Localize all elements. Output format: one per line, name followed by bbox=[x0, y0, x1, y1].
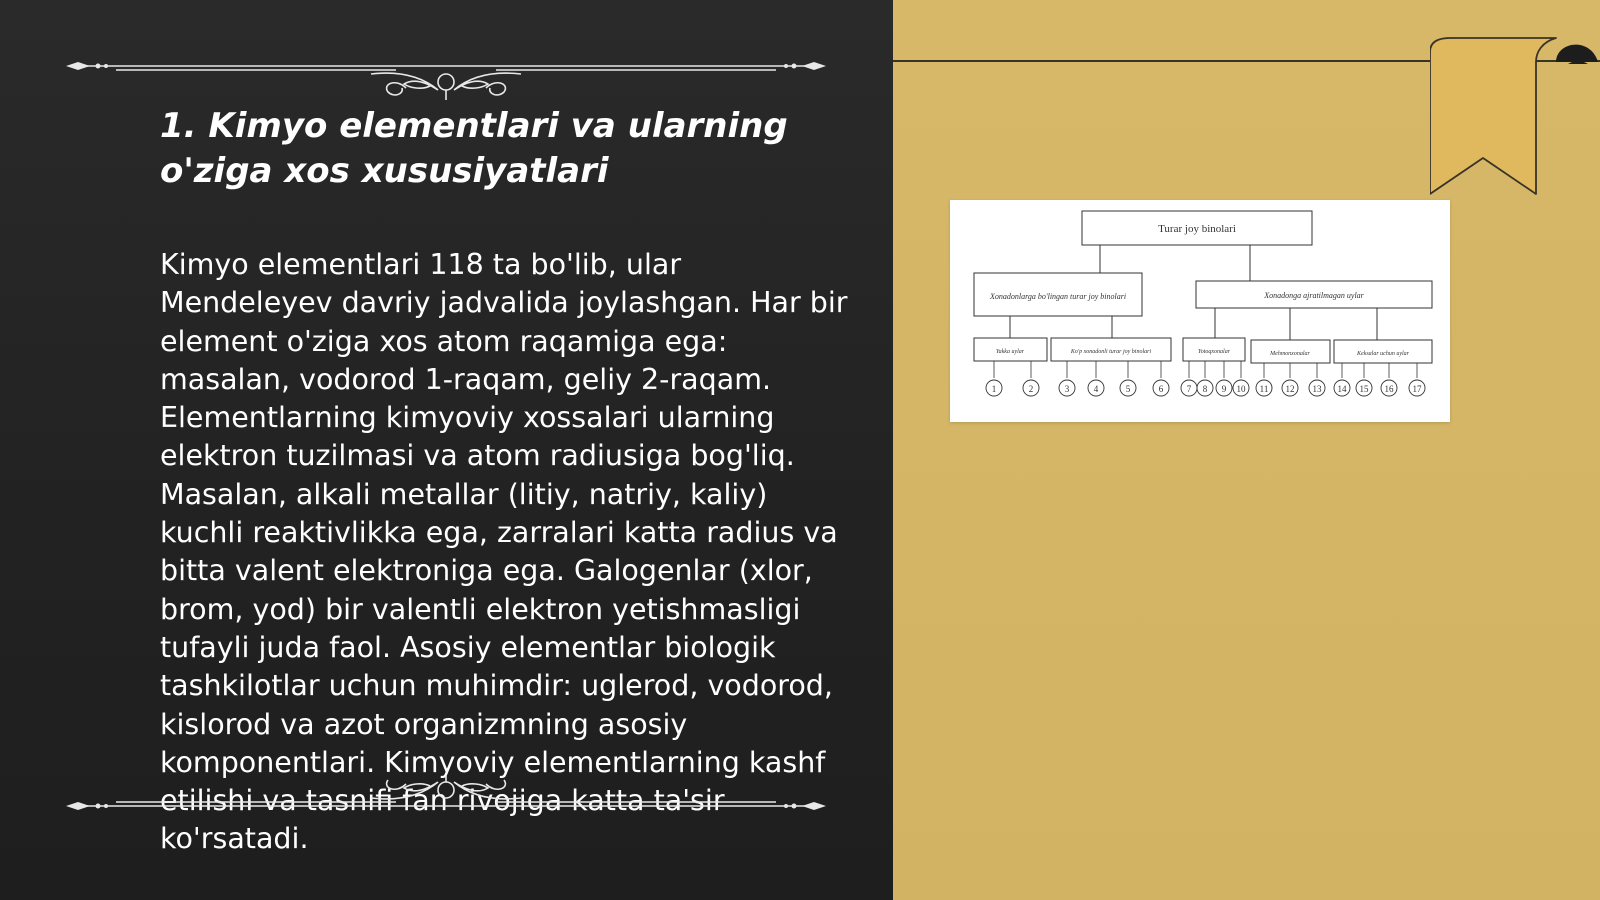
diagram-number-label: 14 bbox=[1337, 384, 1347, 394]
diagram-number-label: 1 bbox=[991, 384, 997, 394]
bottom-ornament-divider-icon bbox=[66, 776, 826, 836]
diagram-number-label: 2 bbox=[1028, 384, 1034, 394]
diagram-number-label: 17 bbox=[1412, 384, 1422, 394]
top-ornament-divider-icon bbox=[66, 40, 826, 100]
diagram-sub-box-1: Yakka uylar bbox=[995, 349, 1025, 355]
diagram-number-label: 10 bbox=[1236, 384, 1246, 394]
diagram-root-label: Turar joy binolari bbox=[1158, 223, 1236, 235]
diagram-number-label: 4 bbox=[1093, 384, 1099, 394]
diagram-sub-box-2: Ko'p xonadonli turar joy binolari bbox=[1070, 349, 1152, 355]
diagram-branch-1-label: Xonadonlarga bo'lingan turar joy binolari bbox=[989, 292, 1127, 301]
diagram-number-label: 11 bbox=[1259, 384, 1269, 394]
diagram-sub-box-4: Mehmonxonalar bbox=[1270, 351, 1310, 357]
diagram-image bbox=[950, 200, 1450, 422]
diagram-number-label: 13 bbox=[1312, 384, 1322, 394]
diagram-number-circles bbox=[986, 380, 1425, 396]
hierarchy-diagram bbox=[950, 200, 1450, 422]
diagram-number-label: 9 bbox=[1221, 384, 1227, 394]
diagram-number-label: 6 bbox=[1158, 384, 1164, 394]
diagram-sub-box-5: Keksalar uchun uylar bbox=[1357, 351, 1409, 357]
diagram-number-label: 12 bbox=[1285, 384, 1295, 394]
diagram-number-label: 15 bbox=[1359, 384, 1369, 394]
diagram-number-label: 7 bbox=[1186, 384, 1192, 394]
diagram-number-label: 3 bbox=[1064, 384, 1070, 394]
slide-body-text: Kimyo elementlari 118 ta bo'lib, ular Mendeleyev davriy jadvalida joylashgan. Har bir element o'ziga xos atom raqamiga ega: masalan, vodorod 1-raqam, geliy 2-raqam. Elementlarning kimyoviy xossalari ularning elektron tuzilmasi va atom radiusiga bog'liq. Masalan, alkali metallar (litiy, natriy, kaliy) kuchli reaktivlikka ega, zarralari katta radius va bitta valent elektroniga ega. Galogenlar (xlor, brom, yod) bir valentli elektron yetishmasligi tufayli juda faol. Asosiy elementlar biologik tashkilotlar uchun muhimdir: uglerod, vodorod, kislorod va azot organizmning asosiy komponentlari. Kimyoviy elementlarning kashf etilishi va tasnifi fan rivojiga katta ta'sir ko'rsatadi. bbox=[160, 248, 848, 856]
diagram-number-label: 8 bbox=[1202, 384, 1208, 394]
diagram-number-label: 16 bbox=[1384, 384, 1394, 394]
diagram-sub-box-3: Yotoqxonalar bbox=[1197, 349, 1231, 355]
slide-title: 1. Kimyo elementlari va ularning o'ziga xos xususiyatlari bbox=[160, 106, 788, 191]
diagram-branch-2-label: Xonadonga ajratilmagan uylar bbox=[1264, 291, 1364, 300]
diagram-number-label: 5 bbox=[1125, 384, 1131, 394]
bookmark-ribbon-icon bbox=[1430, 34, 1600, 204]
